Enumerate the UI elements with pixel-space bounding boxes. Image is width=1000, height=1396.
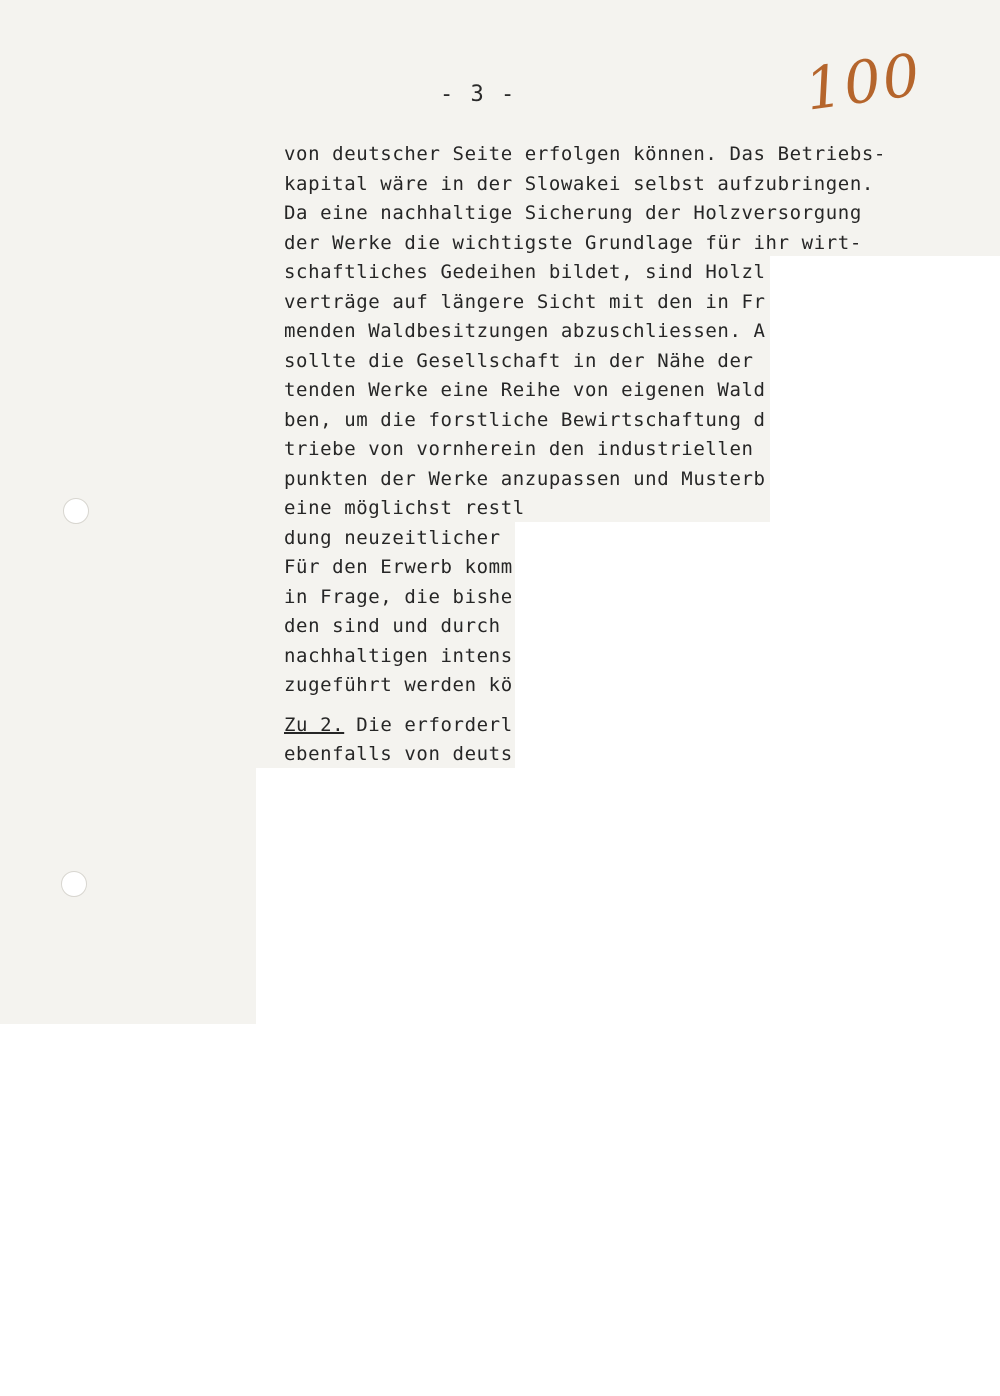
text-line: verträge auf längere Sicht mit den in Fr xyxy=(284,290,766,313)
text-line: tenden Werke eine Reihe von eigenen Wald xyxy=(284,379,766,401)
text-line: ebenfalls von deuts xyxy=(284,743,513,765)
text-line: triebe von vornherein den industriellen xyxy=(284,438,754,460)
text-line: eine möglichst restl xyxy=(284,497,525,519)
text-line: in Frage, die bishe xyxy=(284,585,513,608)
text-line: kapital wäre in der Slowakei selbst aufzubringen. xyxy=(284,172,874,195)
page-number: - 3 - xyxy=(440,82,517,107)
text-line: nachhaltigen intens xyxy=(284,644,513,667)
text-line: punkten der Werke anzupassen und Musterb xyxy=(284,467,766,490)
text-line: menden Waldbesitzungen abzuschliessen. A xyxy=(284,320,766,342)
text-line: den sind und durch xyxy=(284,615,501,637)
text-line: Für den Erwerb komm xyxy=(284,556,513,578)
text-line: schaftliches Gedeihen bildet, sind Holzl xyxy=(284,261,766,283)
text-line: sollte die Gesellschaft in der Nähe der xyxy=(284,349,754,372)
punch-hole-bottom xyxy=(61,871,87,897)
handwritten-folio-number: 100 xyxy=(800,40,926,124)
text-line: ben, um die forstliche Bewirtschaftung d xyxy=(284,408,766,431)
text-line: von deutscher Seite erfolgen können. Das Betriebs- xyxy=(284,143,886,165)
text-line: der Werke die wichtigste Grundlage für ihr wirt- xyxy=(284,231,862,254)
text-line: zugeführt werden kö xyxy=(284,674,513,696)
masked-region xyxy=(256,768,1000,1024)
text-line: Da eine nachhaltige Sicherung der Holzversorgung xyxy=(284,202,862,224)
text-fragment: Die erforderl xyxy=(344,713,513,736)
punch-hole-top xyxy=(63,498,89,524)
paragraph-label: Zu 2. xyxy=(284,713,345,736)
text-line: dung neuzeitlicher xyxy=(284,526,501,549)
